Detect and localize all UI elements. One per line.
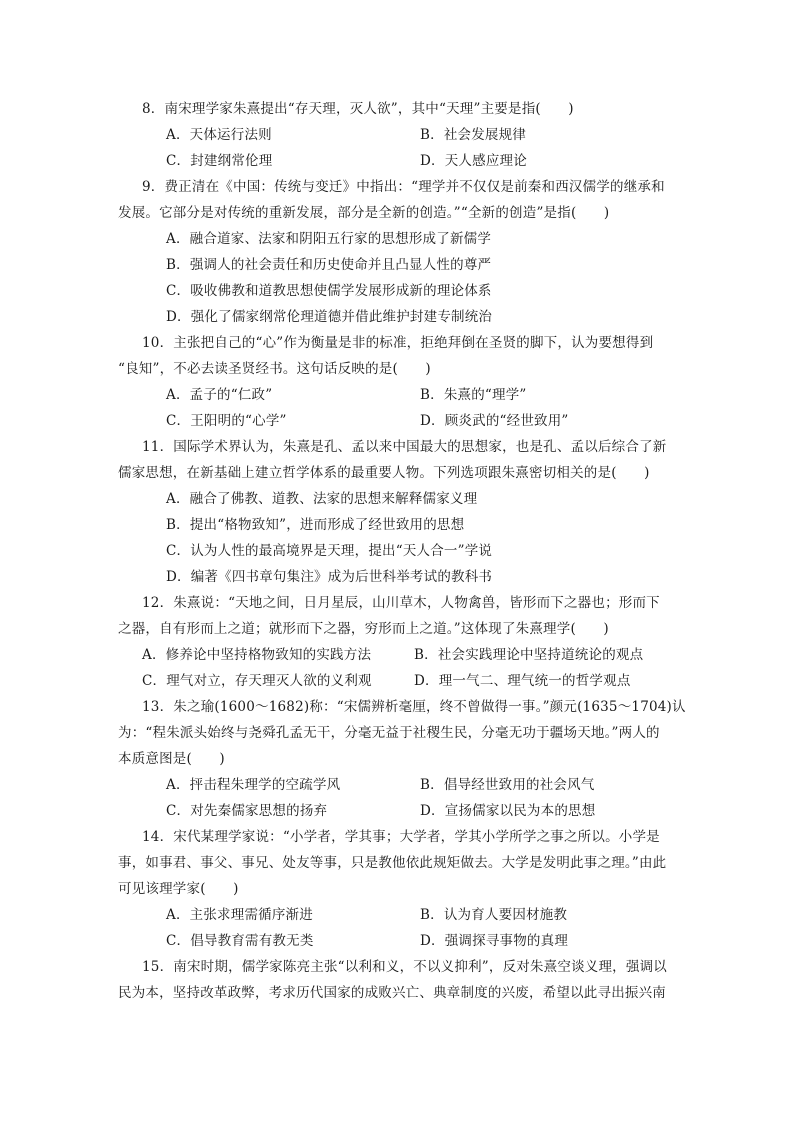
- question-8-option-c: C．封建纲常伦理: [166, 153, 273, 169]
- question-14-stem-line-3: 可见该理学家( ): [118, 881, 239, 897]
- question-14-option-c: C．倡导教育需有教无类: [166, 933, 314, 949]
- question-12-option-c: C．理气对立，存天理灭人欲的义利观: [142, 673, 372, 689]
- question-8-option-b: B．社会发展规律: [420, 127, 527, 143]
- question-10-option-c: C．王阳明的“心学”: [166, 413, 287, 429]
- question-9-option-b: B．强调人的社会责任和历史使命并且凸显人性的尊严: [166, 257, 492, 273]
- question-12-stem-line-1: 12．朱熹说：“天地之间，日月星辰，山川草木，人物禽兽，皆形而下之器也；形而下: [142, 595, 660, 611]
- question-9-option-d: D．强化了儒家纲常伦理道德并借此维护封建专制统治: [166, 309, 493, 325]
- question-14-stem-line-2: 事，如事君、事父、事兄、处友等事，只是教他依此规矩做去。大学是发明此事之理。”由此: [118, 855, 667, 871]
- question-12-option-a: A．修养论中坚持格物致知的实践方法: [142, 647, 372, 663]
- question-13-option-b: B．倡导经世致用的社会风气: [420, 777, 595, 793]
- question-14-option-d: D．强调探寻事物的真理: [420, 933, 569, 949]
- question-13-stem-line-2: 为：“程朱派头始终与尧舜孔孟无干，分毫无益于社稷生民，分毫无功于疆场天地。”两人的: [118, 725, 660, 741]
- question-9-stem-line-1: 9．费正清在《中国：传统与变迁》中指出：“理学并不仅仅是前秦和西汉儒学的继承和: [142, 179, 665, 195]
- question-8-option-d: D．天人感应理论: [420, 153, 527, 169]
- question-15-stem-line-2: 民为本，坚持改革政弊，考求历代国家的成败兴亡、典章制度的兴废，希望以此寻出振兴南: [118, 985, 666, 1001]
- question-14-option-a: A．主张求理需循序渐进: [166, 907, 313, 923]
- question-9-stem-line-2: 发展。它部分是对传统的重新发展，部分是全新的创造。”“全新的创造”是指( ): [118, 205, 610, 221]
- question-9-option-c: C．吸收佛教和道教思想使儒学发展形成新的理论体系: [166, 283, 492, 299]
- question-15-stem-line-1: 15．南宋时期，儒学家陈亮主张“以利和义，不以义抑利”，反对朱熹空谈义理，强调以: [142, 959, 667, 975]
- question-11-stem-line-1: 11．国际学术界认为，朱熹是孔、孟以来中国最大的思想家，也是孔、孟以后综合了新: [142, 439, 667, 455]
- question-10-option-a: A．孟子的“仁政”: [166, 387, 273, 403]
- question-10-option-b: B．朱熹的“理学”: [420, 387, 527, 403]
- question-10-stem-line-2: “良知”，不必去读圣贤经书。这句话反映的是( ): [118, 361, 431, 377]
- question-11-stem-line-2: 儒家思想，在新基础上建立哲学体系的最重要人物。下列选项跟朱熹密切相关的是( ): [118, 465, 650, 481]
- question-10-option-d: D．顾炎武的“经世致用”: [420, 413, 569, 429]
- question-13-option-c: C．对先秦儒家思想的扬弃: [166, 803, 328, 819]
- question-13-stem-line-1: 13．朱之瑜(1600～1682)称：“宋儒辨析毫厘，终不曾做得一事。”颜元(1635～1704)认: [142, 699, 686, 715]
- question-11-option-a: A．融合了佛教、道教、法家的思想来解释儒家义理: [166, 491, 478, 507]
- question-13-option-d: D．宣扬儒家以民为本的思想: [420, 803, 596, 819]
- question-13-stem-line-3: 本质意图是( ): [118, 751, 225, 767]
- question-11-option-c: C．认为人性的最高境界是天理，提出“天人合一”学说: [166, 543, 493, 559]
- question-13-option-a: A．抨击程朱理学的空疏学风: [166, 777, 341, 793]
- question-11-option-b: B．提出“格物致知”，进而形成了经世致用的思想: [166, 517, 465, 533]
- question-8-option-a: A．天体运行法则: [166, 127, 272, 143]
- question-12-option-d: D．理一气二、理气统一的哲学观点: [414, 673, 631, 689]
- question-10-stem-line-1: 10．主张把自己的“心”作为衡量是非的标准，拒绝拜倒在圣贤的脚下，认为要想得到: [142, 335, 654, 351]
- question-14-option-b: B．认为育人要因材施教: [420, 907, 568, 923]
- question-12-stem-line-2: 之器，自有形而上之道；就形而下之器，穷形而上之道。”这体现了朱熹理学( ): [118, 621, 609, 637]
- question-11-option-d: D．编著《四书章句集注》成为后世科举考试的教科书: [166, 569, 493, 585]
- question-9-option-a: A．融合道家、法家和阴阳五行家的思想形成了新儒学: [166, 231, 492, 247]
- question-8-stem: 8．南宋理学家朱熹提出“存天理，灭人欲”，其中“天理”主要是指( ): [142, 101, 574, 117]
- question-14-stem-line-1: 14．宋代某理学家说：“小学者，学其事；大学者，学其小学所学之事之所以。小学是: [142, 829, 660, 845]
- question-12-option-b: B．社会实践理论中坚持道统论的观点: [414, 647, 644, 663]
